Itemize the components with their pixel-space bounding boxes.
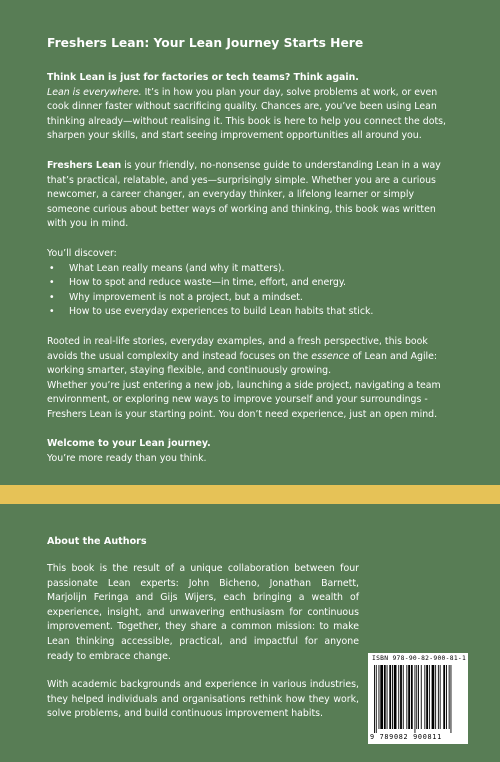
rooted-paragraph bbox=[47, 335, 457, 423]
welcome-heading: Welcome to your Lean journey. bbox=[47, 438, 211, 450]
about-heading: About the Authors bbox=[47, 536, 147, 547]
list-item: • Why improvement is not a project, but a mindset. bbox=[47, 291, 457, 306]
description-block bbox=[47, 36, 457, 482]
guide-text: is your friendly, no-nonsense guide to understanding Lean in a way that’s practical, relatable, and yes—surprisingly simple. Whether you are a curious newcomer, a career changer, an everyday thinker, a lifelong learner or simply someone curious about better ways of working and thinking, this book was written with you in mind. bbox=[47, 159, 441, 230]
rooted-after: of Lean and Agile: working smarter, staying flexible, and continuously growing. bbox=[47, 350, 438, 377]
isbn-digits: 9 789082 900811 bbox=[370, 733, 442, 741]
guide-paragraph bbox=[47, 159, 457, 232]
intro-lead: Lean is everywhere. bbox=[47, 86, 142, 98]
list-item: • How to spot and reduce waste—in time, effort, and energy. bbox=[47, 276, 457, 291]
rooted-italic: essence bbox=[311, 350, 350, 362]
rooted-second: Whether you’re just entering a new job, launching a side project, navigating a team environment, or exploring new ways to improve yourself and your surroundings - Freshers Lean is your starting point. You don’t need experience, just an open mind. bbox=[47, 379, 441, 420]
discover-section bbox=[47, 247, 457, 320]
intro-heading: Think Lean is just for factories or tech teams? Think again. bbox=[47, 72, 359, 83]
guide-lead: Freshers Lean bbox=[47, 159, 122, 171]
yellow-band bbox=[0, 485, 500, 504]
discover-heading: You’ll discover: bbox=[47, 247, 117, 259]
welcome-paragraph bbox=[47, 437, 457, 466]
welcome-text: You’re more ready than you think. bbox=[47, 453, 207, 465]
isbn-label: ISBN 978-90-82-900-81-1 bbox=[372, 655, 467, 662]
barcode-icon bbox=[374, 665, 462, 733]
list-item: • What Lean really means (and why it matters). bbox=[47, 262, 457, 277]
about-block bbox=[47, 536, 359, 736]
rooted-before: Rooted in real-life stories, everyday examples, and a fresh perspective, this book avoids the usual complexity and instead focuses on the bbox=[47, 335, 428, 362]
list-item: • How to use everyday experiences to build Lean habits that stick. bbox=[47, 305, 457, 320]
about-paragraph-2: With academic backgrounds and experience in various industries, they helped individuals and organisations rethink how they work, solve problems, and build continuous improvement habits. bbox=[47, 679, 359, 720]
discover-list bbox=[47, 262, 457, 320]
intro-paragraph bbox=[47, 71, 457, 144]
intro-text: It’s in how you plan your day, solve problems at work, or even cook dinner faster without sacrificing quality. Chances are, you’ve been using Lean thinking already—without realising it. This book is here to help you connect the dots, sharpen your skills, and start seeing improvement opportunities all around you. bbox=[47, 86, 446, 142]
book-title: Freshers Lean: Your Lean Journey Starts Here bbox=[47, 36, 364, 50]
isbn-barcode bbox=[368, 653, 468, 744]
about-paragraph-1: This book is the result of a unique collaboration between four passionate Lean experts: John Bicheno, Jonathan Barnett, Marjolijn Feringa and Gijs Wijers, each bringing a wealth of experience, insight, and unwavering enthusiasm for continuous improvement. Together, they share a common mission: to make Lean thinking accessible, practical, and impactful for anyone ready to embrace change. bbox=[47, 563, 359, 662]
